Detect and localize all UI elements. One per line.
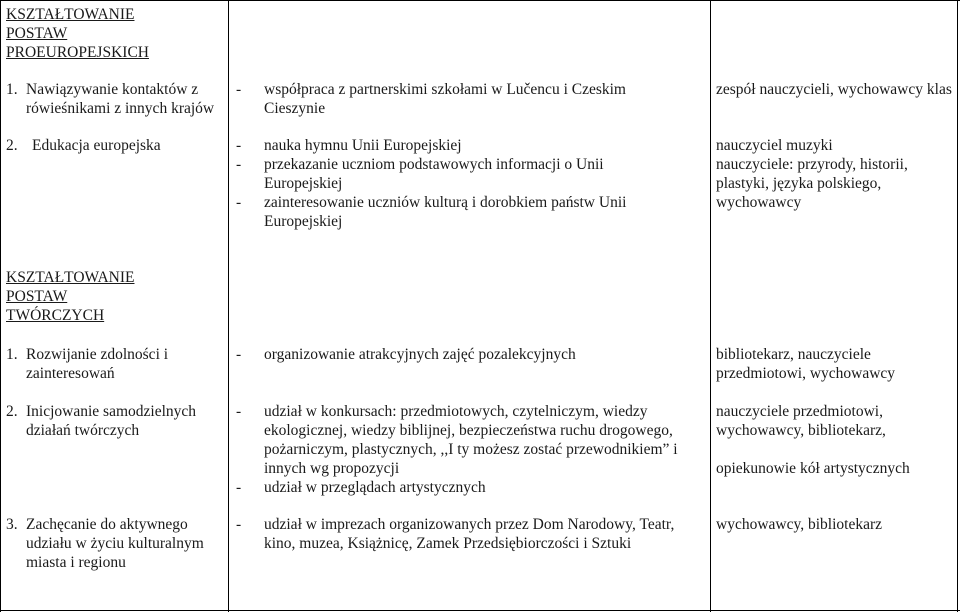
column-divider-2 (710, 0, 711, 612)
task-cell (6, 345, 226, 383)
responsible-cell (716, 515, 952, 534)
responsible-text: nauczyciele: przyrody, historii, plastyki, języka polskiego, wychowawcy (716, 156, 908, 211)
activity-list (236, 80, 676, 118)
activity-item: - współpraca z partnerskimi szkołami w Lučencu i Czeskim Cieszynie (236, 80, 676, 118)
section-title-line: PROEUROPEJSKICH (6, 44, 149, 61)
activity-item: - zainteresowanie uczniów kulturą i dorobkiem państw Unii Europejskiej (236, 193, 676, 231)
task-item (6, 402, 226, 440)
responsible-text: nauczyciele przedmiotowi, wychowawcy, bibliotekarz, (716, 403, 886, 439)
task-text: Rozwijanie zdolności i zainteresowań (26, 346, 169, 382)
table-border-right (957, 0, 958, 612)
spacer (716, 440, 952, 459)
table-border-top (0, 0, 960, 1)
task-item (6, 80, 226, 118)
task-cell (6, 402, 226, 440)
activity-item: - udział w przeglądach artystycznych (236, 478, 702, 497)
section-title-line: POSTAW (6, 25, 68, 42)
table-border-left (0, 0, 1, 612)
section-title-line: POSTAW (6, 288, 68, 305)
responsible-cell (716, 345, 952, 383)
responsible-text: wychowawcy, bibliotekarz (716, 516, 882, 533)
task-cell (6, 515, 226, 572)
activity-list (236, 402, 702, 497)
section-title-proeuropean (6, 5, 224, 62)
responsible-cell (716, 136, 952, 212)
task-text: Nawiązywanie kontaktów z rówieśnikami z innych krajów (26, 81, 215, 117)
task-number: 3. (6, 516, 18, 533)
task-cell (6, 80, 226, 118)
activities-cell (236, 345, 676, 364)
responsible-text: zespół nauczycieli, wychowawcy klas (716, 81, 952, 98)
responsible-text: opiekunowie kół artystycznych (716, 460, 910, 477)
task-number: 1. (6, 346, 18, 363)
responsible-cell (716, 402, 952, 478)
activity-item: - udział w konkursach: przedmiotowych, czytelniczym, wiedzy ekologicznej, wiedzy biblijnej, bezpieczeństwa ruchu drogowego, pożarniczym, plastycznych, ,,I ty możesz zostać przewodnikiem” i innych wg propozycji (236, 402, 702, 478)
activity-item: - udział w imprezach organizowanych przez Dom Narodowy, Teatr, kino, muzea, Książnicę, Zamek Przedsiębiorczości i Sztuki (236, 515, 702, 553)
activity-list (236, 136, 676, 231)
task-text: Zachęcanie do aktywnego udziału w życiu kulturalnym miasta i regionu (26, 516, 204, 571)
section-title-line: TWÓRCZYCH (6, 307, 105, 324)
task-number: 1. (6, 81, 18, 98)
column-divider-1 (228, 0, 229, 612)
task-item (6, 515, 226, 572)
activity-list (236, 515, 702, 553)
activity-item: - organizowanie atrakcyjnych zajęć pozalekcyjnych (236, 345, 676, 364)
activity-list (236, 345, 676, 364)
task-item (6, 345, 226, 383)
responsible-text: nauczyciel muzyki (716, 137, 833, 154)
activity-item: - nauka hymnu Unii Europejskiej (236, 136, 676, 155)
task-text: Edukacja europejska (32, 137, 161, 154)
table-border-bottom (0, 610, 960, 611)
section-title-creative (6, 268, 224, 325)
task-number: 2. (6, 403, 18, 420)
section-title-line: KSZTAŁTOWANIE (6, 6, 135, 23)
section-title-line: KSZTAŁTOWANIE (6, 269, 135, 286)
task-number: 2. (6, 137, 18, 154)
activities-cell (236, 402, 702, 497)
activities-cell (236, 136, 676, 231)
activities-cell (236, 515, 702, 553)
responsible-cell (716, 80, 952, 99)
task-cell (6, 136, 226, 155)
activities-cell (236, 80, 676, 118)
task-item (6, 136, 226, 155)
activity-item: - przekazanie uczniom podstawowych informacji o Unii Europejskiej (236, 155, 676, 193)
responsible-text: bibliotekarz, nauczyciele przedmiotowi, wychowawcy (716, 346, 896, 382)
task-text: Inicjowanie samodzielnych działań twórczych (26, 403, 197, 439)
